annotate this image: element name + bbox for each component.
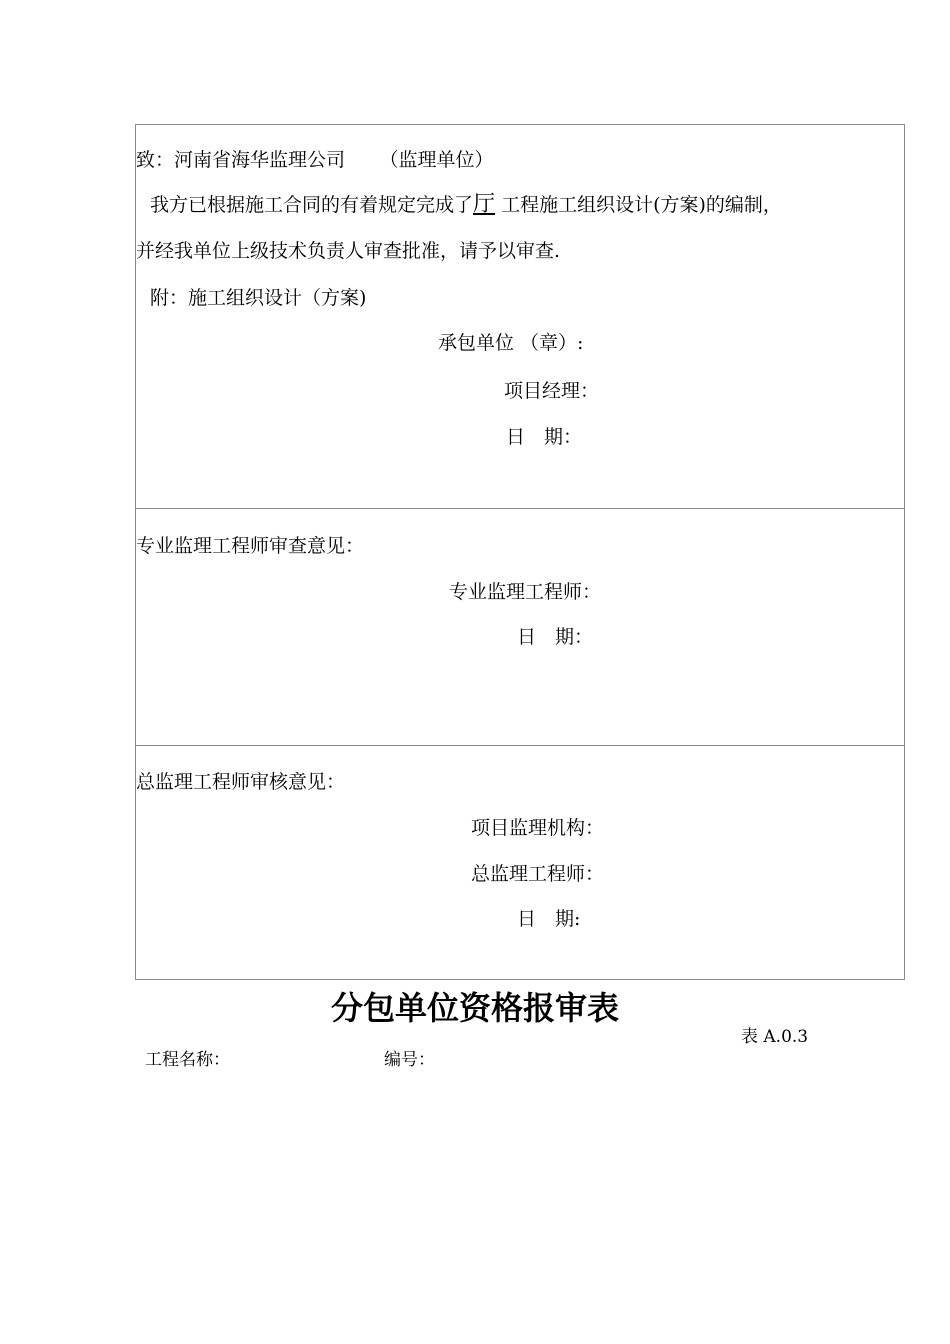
approval-form-table [135,124,905,980]
addressee-line: 致：河南省海华监理公司 （监理单位） [136,149,494,171]
statement-text-post: 工程施工组织设计(方案)的编制， [495,194,782,216]
chief-review-section [136,746,904,980]
project-name-label: 工程名称： [145,1050,230,1070]
table-number: 表 A.0.3 [741,1027,809,1047]
submission-statement-line2: 并经我单位上级技术负责人审查批准，请予以审查. [136,240,561,262]
project-manager-label: 项目经理： [504,380,600,402]
next-form-title: 分包单位资格报审表 [330,989,619,1027]
specialist-review-section [136,509,904,746]
date-label-specialist: 日 期： [517,626,594,648]
date-label-contractor: 日 期： [506,426,583,448]
specialist-engineer-label: 专业监理工程师： [449,581,602,603]
project-name-underlined: 厅 [473,192,496,217]
contractor-submission-section [136,125,904,509]
specialist-opinion-label: 专业监理工程师审查意见： [136,535,365,557]
attachment-line: 附：施工组织设计（方案) [150,287,367,309]
number-label: 编号： [384,1050,435,1070]
chief-engineer-label: 总监理工程师： [471,863,605,885]
project-agency-label: 项目监理机构： [471,817,605,839]
date-label-chief: 日 期: [517,908,581,930]
contractor-seal-label: 承包单位 （章）: [438,332,584,354]
submission-statement-line1 [150,193,782,217]
chief-opinion-label: 总监理工程师审核意见： [136,771,346,793]
statement-text-pre: 我方已根据施工合同的有着规定完成了 [150,194,474,216]
